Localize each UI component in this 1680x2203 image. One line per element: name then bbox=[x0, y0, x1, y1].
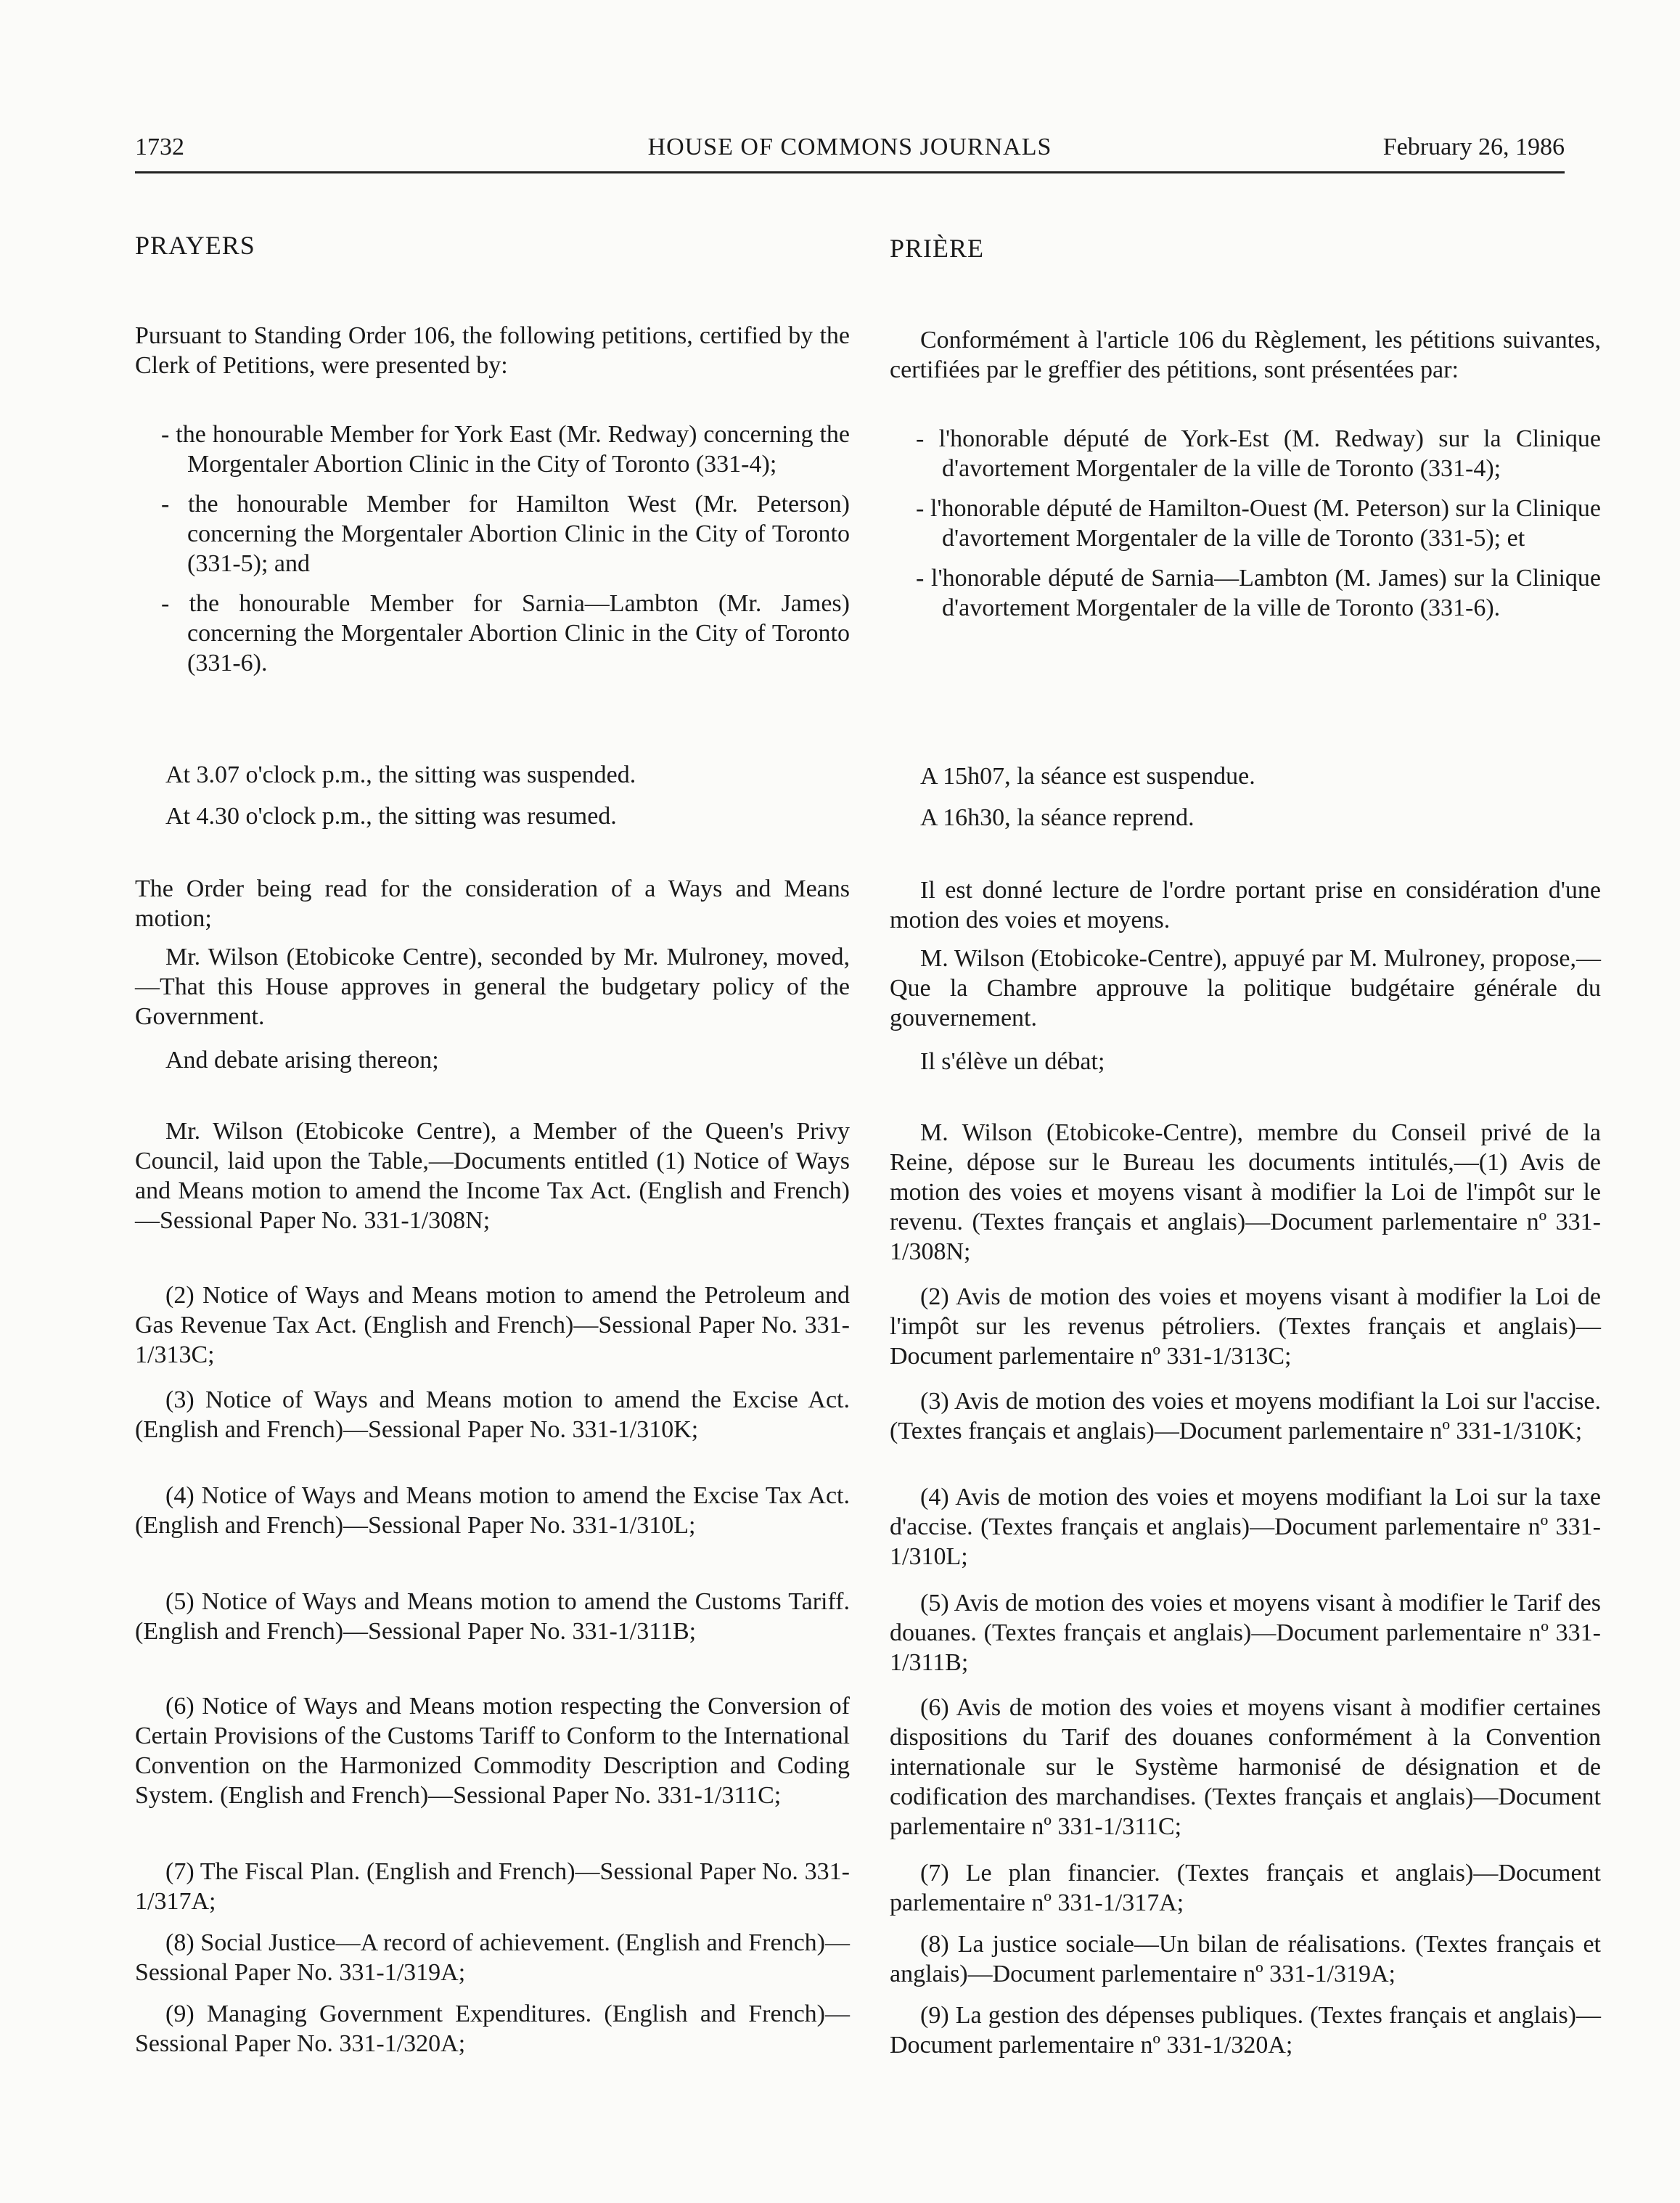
paragraph: (9) La gestion des dépenses publiques. (Textes français et anglais)—Document parlementaire nº 331-1/320A; bbox=[890, 2002, 1601, 2059]
sitting-resumed bbox=[135, 801, 850, 831]
document-7 bbox=[135, 1857, 850, 1916]
paragraph: (7) The Fiscal Plan. (English and French)—Sessional Paper No. 331-1/317A; bbox=[135, 1858, 850, 1915]
page-header bbox=[135, 128, 1565, 173]
paragraph: Mr. Wilson (Etobicoke Centre), seconded by Mr. Mulroney, moved,—That this House approves in general the budgetary policy of the Government. bbox=[135, 944, 850, 1030]
paragraph: (3) Notice of Ways and Means motion to amend the Excise Act. (English and French)—Sessional Paper No. 331-1/310K; bbox=[135, 1386, 850, 1443]
document-6 bbox=[890, 1693, 1601, 1842]
motion bbox=[135, 942, 850, 1031]
paragraph: A 15h07, la séance est suspendue. bbox=[920, 763, 1255, 790]
list-item: - the honourable Member for York East (Mr. Redway) concerning the Morgentaler Abortion Clinic in the City of Toronto (331-4); bbox=[161, 421, 850, 478]
list-item: - the honourable Member for Hamilton West (Mr. Peterson) concerning the Morgentaler Abortion Clinic in the City of Toronto (331-5); and bbox=[161, 491, 850, 577]
document-9 bbox=[135, 1999, 850, 2059]
paragraph: And debate arising thereon; bbox=[165, 1047, 439, 1074]
petition-list bbox=[890, 424, 1601, 623]
paragraph: (3) Avis de motion des voies et moyens modifiant la Loi sur l'accise. (Textes français et anglais)—Document parlementaire nº 331-1/310K; bbox=[890, 1388, 1601, 1444]
motion bbox=[890, 944, 1601, 1033]
paragraph: (7) Le plan financier. (Textes français et anglais)—Document parlementaire nº 331-1/317A; bbox=[890, 1860, 1601, 1916]
journal-date: February 26, 1986 bbox=[1382, 134, 1565, 160]
paragraph: (5) Notice of Ways and Means motion to amend the Customs Tariff. (English and French)—Sessional Paper No. 331-1/311B; bbox=[135, 1588, 850, 1645]
paragraph: (8) Social Justice—A record of achievement. (English and French)—Sessional Paper No. 331-1/319A; bbox=[135, 1929, 850, 1986]
paragraph: The Order being read for the consideration of a Ways and Means motion; bbox=[135, 875, 850, 932]
paragraph: (4) Avis de motion des voies et moyens modifiant la Loi sur la taxe d'accise. (Textes français et anglais)—Document parlementaire nº 331-1/310L; bbox=[890, 1484, 1601, 1570]
petitions-intro bbox=[135, 321, 850, 380]
paragraph: A 16h30, la séance reprend. bbox=[920, 804, 1195, 831]
paragraph: Mr. Wilson (Etobicoke Centre), a Member of the Queen's Privy Council, laid upon the Table,—Documents entitled (1) Notice of Ways and Means motion to amend the Income Tax Act. (English and French)—Sessional Paper No. 331-1/308N; bbox=[135, 1118, 850, 1234]
document-3 bbox=[135, 1385, 850, 1444]
document-5 bbox=[135, 1587, 850, 1646]
document-2 bbox=[890, 1282, 1601, 1371]
debate bbox=[135, 1045, 850, 1075]
documents-intro bbox=[135, 1116, 850, 1235]
petition-list bbox=[135, 420, 850, 678]
document-9 bbox=[890, 2000, 1601, 2060]
paragraph: (6) Notice of Ways and Means motion respecting the Conversion of Certain Provisions of the Customs Tariff to Conform to the International Convention on the Harmonized Commodity Description and Coding System. (English and French)—Sessional Paper No. 331-1/311C; bbox=[135, 1693, 850, 1809]
order-read bbox=[890, 875, 1601, 935]
document-4 bbox=[135, 1481, 850, 1540]
paragraph: (2) Notice of Ways and Means motion to amend the Petroleum and Gas Revenue Tax Act. (English and French)—Sessional Paper No. 331-1/313C; bbox=[135, 1282, 850, 1368]
petitions-intro bbox=[890, 325, 1601, 385]
document-4 bbox=[890, 1482, 1601, 1571]
document-2 bbox=[135, 1280, 850, 1370]
order-read bbox=[135, 874, 850, 933]
paragraph: At 4.30 o'clock p.m., the sitting was resumed. bbox=[165, 803, 617, 830]
section-heading: PRAYERS bbox=[135, 231, 255, 260]
sitting-suspended bbox=[135, 760, 850, 790]
paragraph: (5) Avis de motion des voies et moyens visant à modifier le Tarif des douanes. (Textes français et anglais)—Document parlementaire nº 331-1/311B; bbox=[890, 1590, 1601, 1676]
document-5 bbox=[890, 1588, 1601, 1677]
paragraph: Il est donné lecture de l'ordre portant prise en considération d'une motion des voies et moyens. bbox=[890, 877, 1601, 933]
paragraph: (9) Managing Government Expenditures. (English and French)—Sessional Paper No. 331-1/320A; bbox=[135, 2000, 850, 2057]
document-3 bbox=[890, 1386, 1601, 1446]
paragraph: (2) Avis de motion des voies et moyens visant à modifier la Loi de l'impôt sur les revenus pétroliers. (Textes français et anglais)—Document parlementaire nº 331-1/313C; bbox=[890, 1283, 1601, 1370]
document-8 bbox=[135, 1928, 850, 1987]
list-item: - l'honorable député de York-Est (M. Redway) sur la Clinique d'avortement Morgentaler de la ville de Toronto (331-4); bbox=[916, 425, 1601, 482]
list-item: - the honourable Member for Sarnia—Lambton (Mr. James) concerning the Morgentaler Abortion Clinic in the City of Toronto (331-6). bbox=[161, 590, 850, 677]
paragraph: (4) Notice of Ways and Means motion to amend the Excise Tax Act. (English and French)—Sessional Paper No. 331-1/310L; bbox=[135, 1482, 850, 1539]
document-7 bbox=[890, 1858, 1601, 1918]
paragraph: At 3.07 o'clock p.m., the sitting was suspended. bbox=[165, 761, 636, 788]
paragraph: (8) La justice sociale—Un bilan de réalisations. (Textes français et anglais)—Document parlementaire nº 331-1/319A; bbox=[890, 1931, 1601, 1987]
list-item: - l'honorable député de Hamilton-Ouest (M. Peterson) sur la Clinique d'avortement Morgentaler de la ville de Toronto (331-5); et bbox=[916, 495, 1601, 552]
paragraph: Pursuant to Standing Order 106, the following petitions, certified by the Clerk of Petitions, were presented by: bbox=[135, 322, 850, 379]
debate bbox=[890, 1047, 1601, 1076]
section-heading: PRIÈRE bbox=[890, 234, 985, 263]
document-8 bbox=[890, 1929, 1601, 1989]
document-6 bbox=[135, 1691, 850, 1810]
paragraph: (6) Avis de motion des voies et moyens visant à modifier certaines dispositions du Tarif des douanes conformément à la Convention internationale sur le Système harmonisé de désignation et de codification des marchandises. (Textes français et anglais)—Document parlementaire nº 331-1/311C; bbox=[890, 1694, 1601, 1840]
paragraph: M. Wilson (Etobicoke-Centre), appuyé par M. Mulroney, propose,—Que la Chambre approuve la politique budgétaire générale du gouvernement. bbox=[890, 945, 1601, 1031]
documents-intro bbox=[890, 1118, 1601, 1267]
sitting-resumed bbox=[890, 803, 1601, 833]
journal-title: HOUSE OF COMMONS JOURNALS bbox=[647, 134, 1052, 160]
page-number: 1732 bbox=[135, 134, 184, 160]
paragraph: Il s'élève un débat; bbox=[920, 1048, 1105, 1075]
paragraph: Conformément à l'article 106 du Règlement, les pétitions suivantes, certifiées par le greffier des pétitions, sont présentées par: bbox=[890, 327, 1601, 383]
paragraph: M. Wilson (Etobicoke-Centre), membre du Conseil privé de la Reine, dépose sur le Bureau les documents intitulés,—(1) Avis de motion des voies et moyens visant à modifier la Loi de l'impôt sur le revenu. (Textes français et anglais)—Document parlementaire nº 331-1/308N; bbox=[890, 1119, 1601, 1265]
sitting-suspended bbox=[890, 761, 1601, 791]
list-item: - l'honorable député de Sarnia—Lambton (M. James) sur la Clinique d'avortement Morgentaler de la ville de Toronto (331-6). bbox=[916, 565, 1601, 621]
